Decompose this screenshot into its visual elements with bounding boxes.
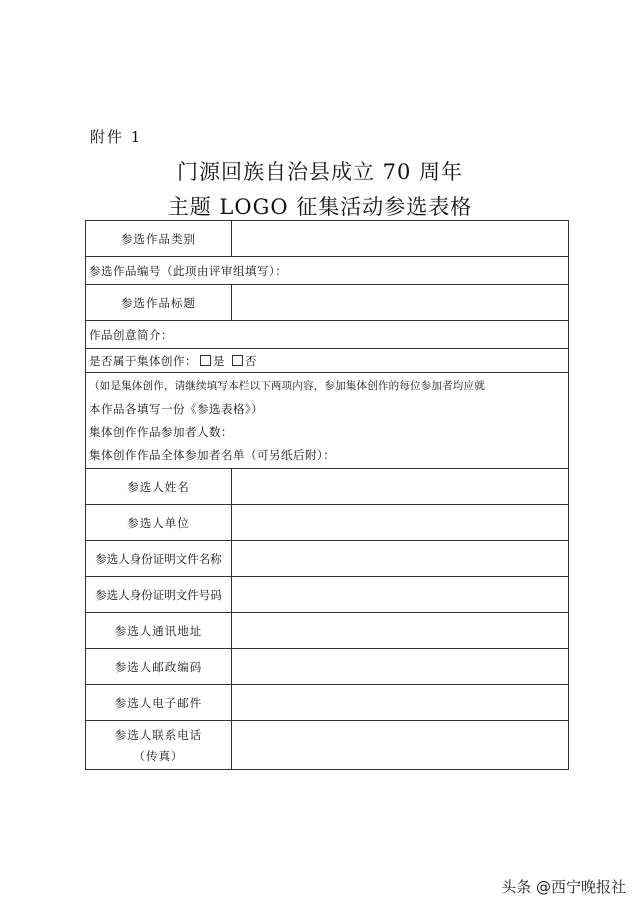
intro-field[interactable]: [86, 321, 569, 349]
row-intro: [86, 321, 569, 349]
address-label: 参选人通讯地址: [86, 613, 232, 649]
row-work-title: [86, 285, 569, 321]
email-field[interactable]: [232, 685, 569, 721]
number-label: 参选作品编号（此项由评审组填写）：: [89, 263, 288, 278]
work-title-label: 参选作品标题: [86, 285, 232, 321]
collective-details-field[interactable]: [86, 373, 569, 469]
yes-checkbox[interactable]: [200, 355, 211, 366]
id-doc-name-field[interactable]: [232, 541, 569, 577]
number-field[interactable]: [86, 257, 569, 285]
yes-option-label: 是: [213, 353, 225, 368]
participant-list-label: 集体创作作品全体参加者名单（可另纸后附）：: [89, 447, 336, 462]
row-name: [86, 469, 569, 505]
row-collective: [86, 349, 569, 373]
collective-question: 是否属于集体创作：: [89, 353, 197, 368]
no-checkbox[interactable]: [232, 355, 243, 366]
row-id-doc-number: [86, 577, 569, 613]
email-label: 参选人电子邮件: [86, 685, 232, 721]
row-postcode: [86, 649, 569, 685]
postcode-label: 参选人邮政编码: [86, 649, 232, 685]
work-title-field[interactable]: [232, 285, 569, 321]
postcode-field[interactable]: [232, 649, 569, 685]
id-doc-number-field[interactable]: [232, 577, 569, 613]
phone-label-line-2: （传真）: [133, 749, 184, 763]
address-field[interactable]: [232, 613, 569, 649]
collective-field: [86, 349, 569, 373]
entry-form-table: [85, 220, 569, 770]
collective-note-line-2: 本作品各填写一份《参选表格》）: [89, 401, 264, 416]
name-field[interactable]: [232, 469, 569, 505]
row-address: [86, 613, 569, 649]
row-category: [86, 221, 569, 257]
participant-count-label: 集体创作作品参加者人数：: [89, 424, 233, 439]
row-number: [86, 257, 569, 285]
unit-label: 参选人单位: [86, 505, 232, 541]
category-label: 参选作品类别: [86, 221, 232, 257]
intro-label: 作品创意简介：: [89, 327, 173, 342]
phone-label-line-1: 参选人联系电话: [114, 728, 203, 742]
row-id-doc-name: [86, 541, 569, 577]
id-doc-number-label: 参选人身份证明文件号码: [86, 577, 232, 613]
attachment-label: 附件 1: [90, 128, 143, 146]
id-doc-name-label: 参选人身份证明文件名称: [86, 541, 232, 577]
collective-note-line-1: （如是集体创作，请继续填写本栏以下两项内容，参加集体创作的每位参加者均应就: [89, 379, 485, 392]
unit-field[interactable]: [232, 505, 569, 541]
watermark: 头条 @西宁晚报社: [501, 878, 626, 896]
phone-label: [86, 721, 232, 770]
name-label: 参选人姓名: [86, 469, 232, 505]
row-email: [86, 685, 569, 721]
row-unit: [86, 505, 569, 541]
document-title-line-1: 门源回族自治县成立 70 周年: [176, 160, 464, 184]
phone-field[interactable]: [232, 721, 569, 770]
no-option-label: 否: [245, 353, 257, 368]
row-collective-details: [86, 373, 569, 469]
category-field[interactable]: [232, 221, 569, 257]
row-phone: [86, 721, 569, 770]
document-title-line-2: 主题 LOGO 征集活动参选表格: [167, 195, 473, 219]
